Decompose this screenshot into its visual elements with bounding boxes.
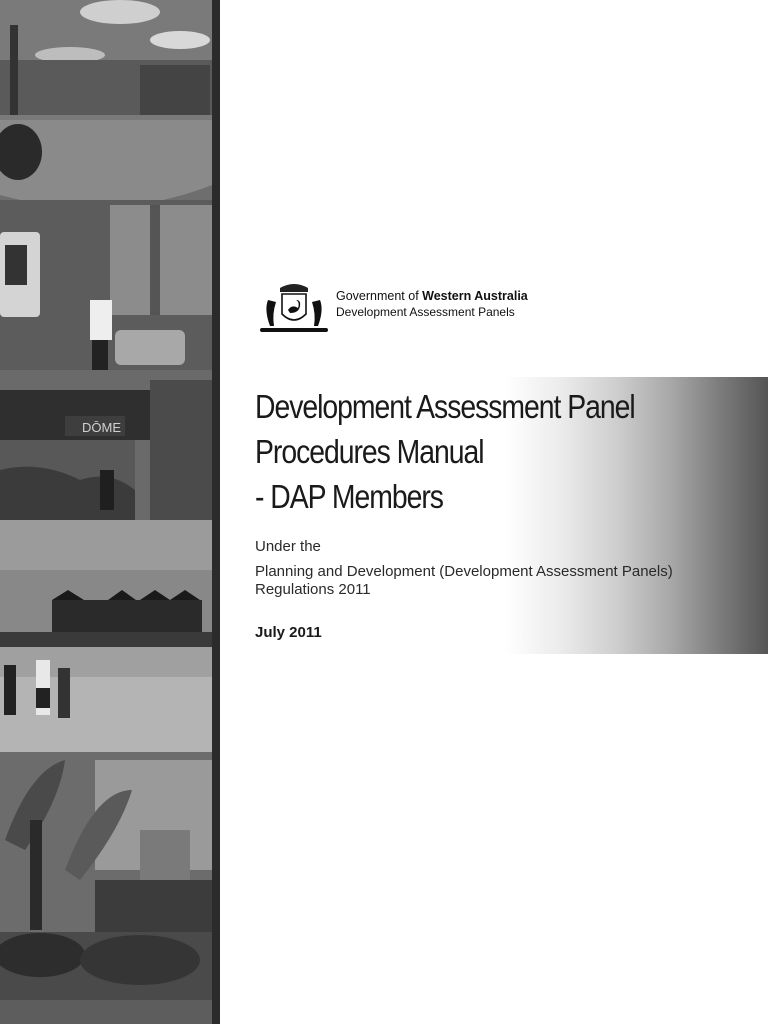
title-line: Development Assessment Panel [255, 388, 635, 425]
gov-name: Government of Western Australia [336, 289, 528, 303]
title-line: Procedures Manual [255, 433, 484, 470]
strip-divider [212, 0, 220, 1024]
document-title [255, 384, 651, 519]
gov-subtitle: Development Assessment Panels [336, 305, 515, 319]
photo-collage [0, 0, 212, 1024]
title-line: - DAP Members [255, 478, 443, 515]
regulations-name: Planning and Development (Development Assessment Panels) Regulations 2011 [255, 563, 673, 598]
publication-date: July 2011 [255, 624, 322, 641]
gov-logo [254, 280, 574, 340]
under-label: Under the [255, 538, 321, 555]
dome-sign: DŌME [82, 420, 121, 435]
wa-coat-of-arms-icon [254, 280, 334, 340]
